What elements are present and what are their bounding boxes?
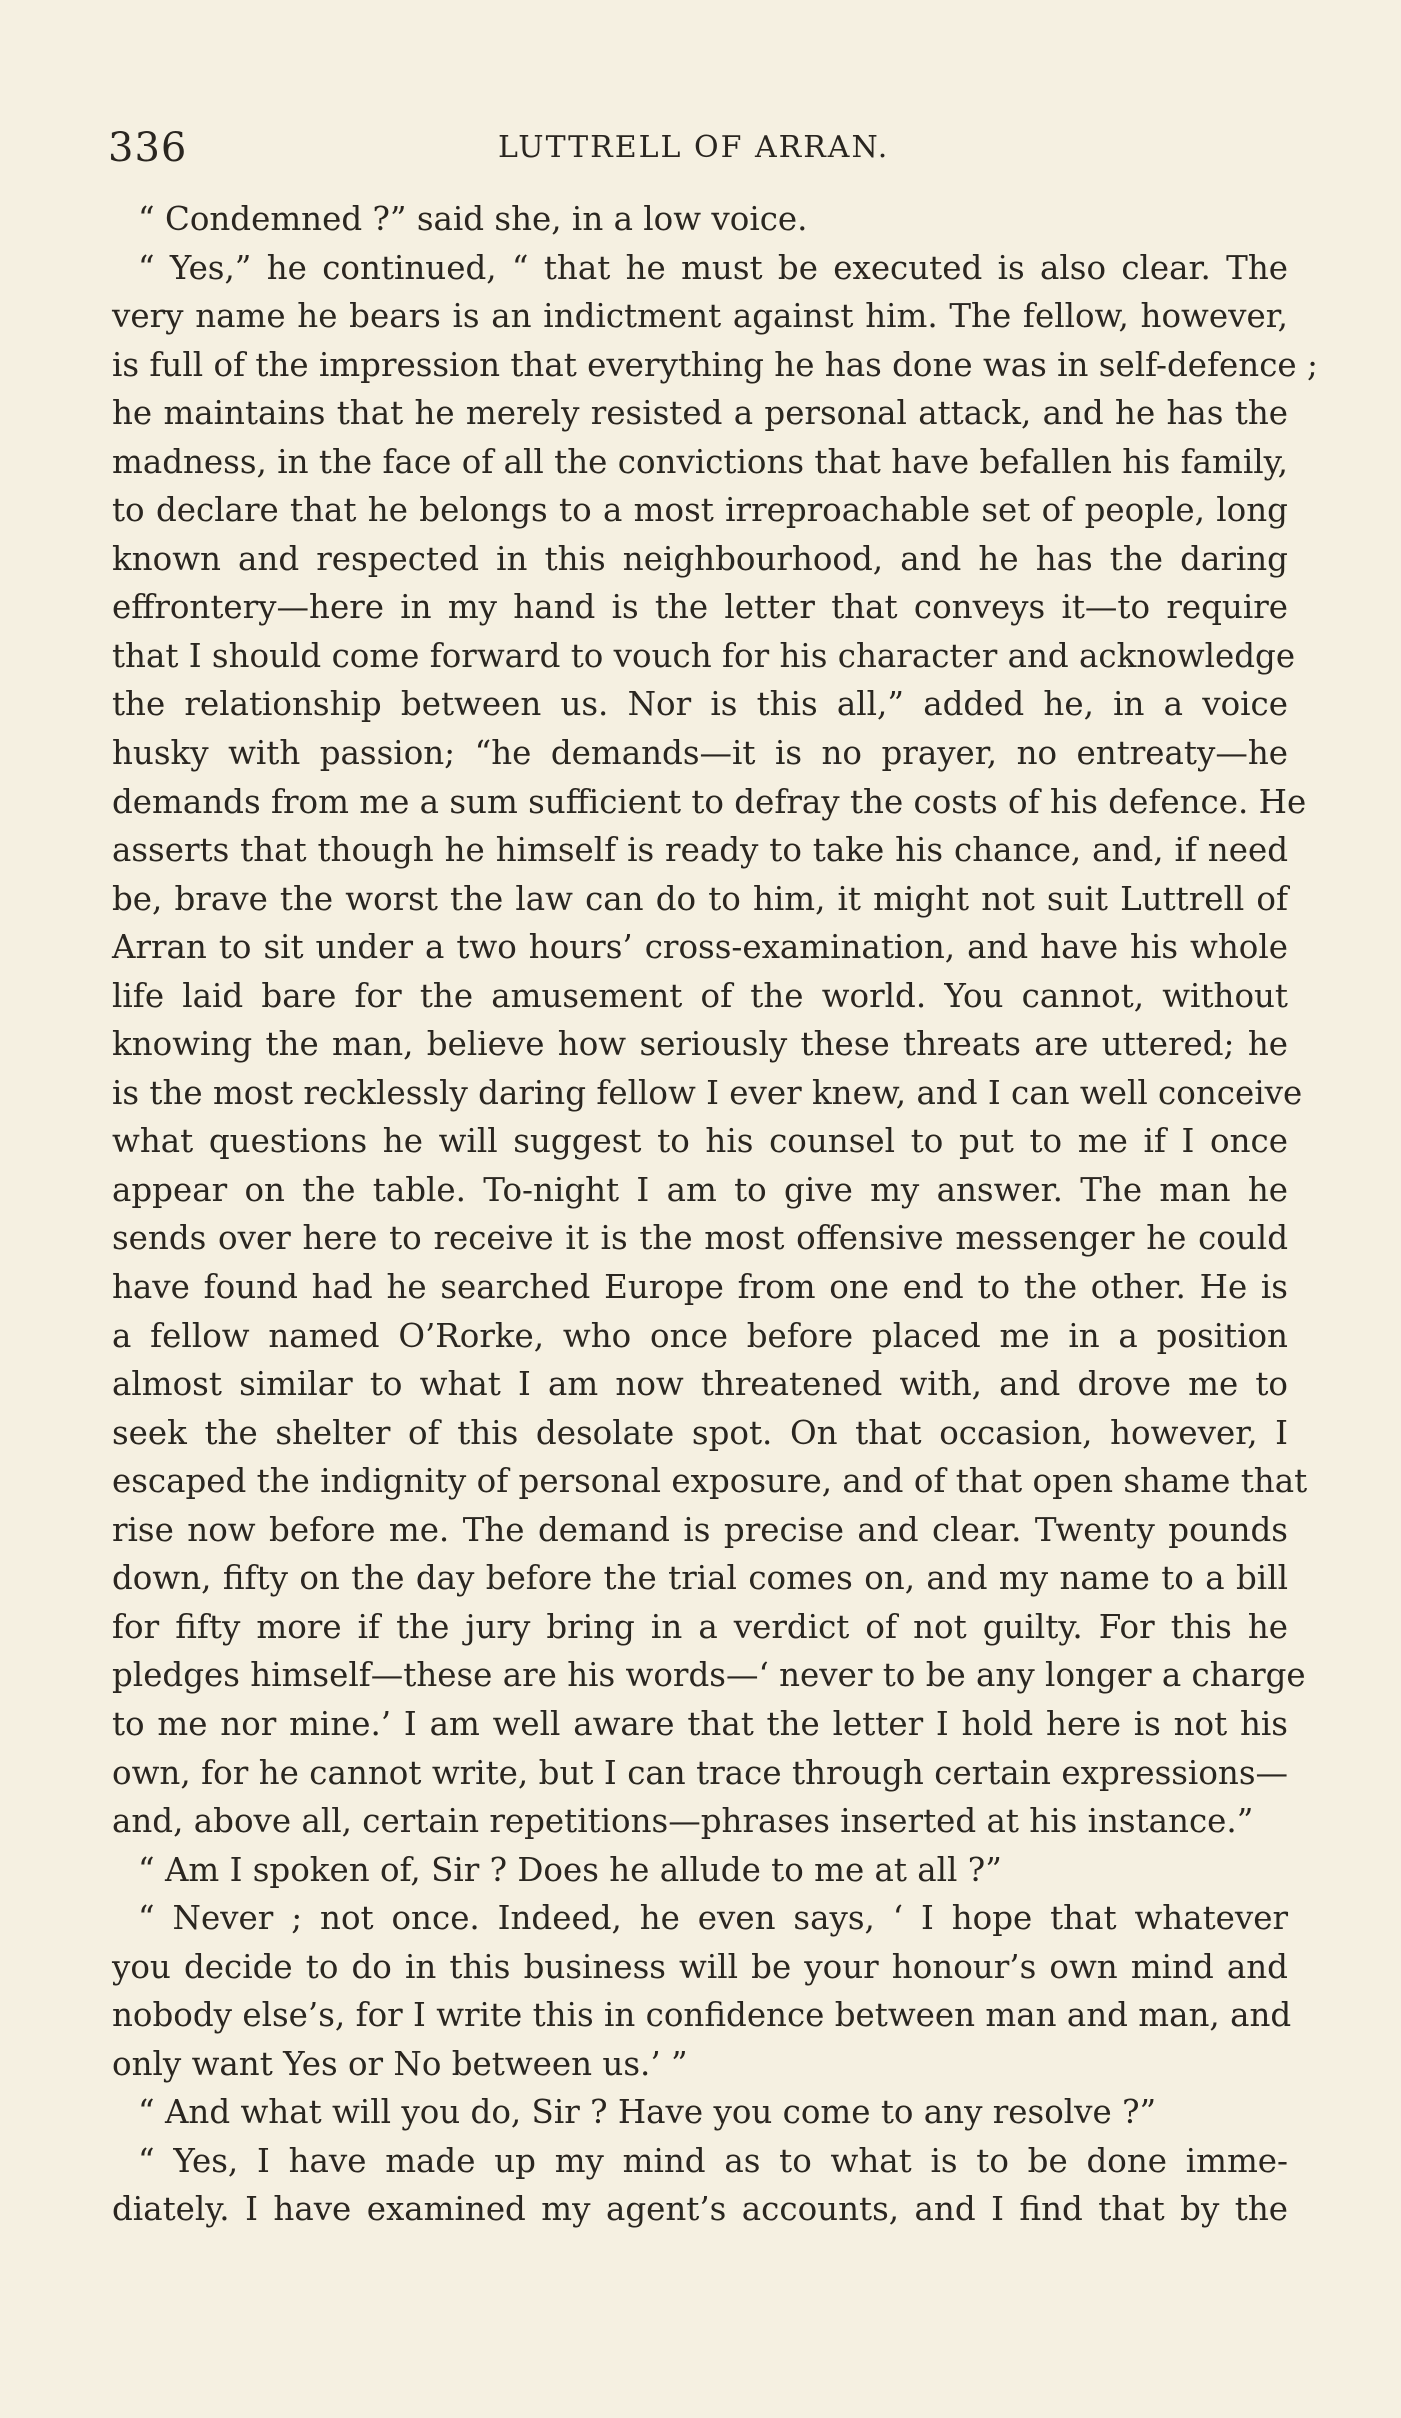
- text-line: is the most recklessly daring fellow I ever knew, and I can well conceive: [112, 1073, 1303, 1112]
- text-line: “ Am I spoken of, Sir ? Does he allude to me at all ?”: [138, 1850, 1002, 1889]
- text-line: pledges himself—these are his words—‘ never to be any longer a charge: [112, 1656, 1306, 1695]
- text-line: for fifty more if the jury bring in a verdict of not guilty. For this he: [112, 1607, 1288, 1646]
- text-line: to declare that he belongs to a most irreproachable set of people, long: [112, 491, 1288, 530]
- text-line: to me nor mine.’ I am well aware that the letter I hold here is not his: [112, 1704, 1288, 1743]
- text-line: seek the shelter of this desolate spot. On that occasion, however, I: [112, 1413, 1288, 1452]
- text-line: that I should come forward to vouch for his character and acknowledge: [112, 636, 1296, 675]
- page-header: [108, 118, 1278, 178]
- text-line: escaped the indignity of personal exposure, and of that open shame that: [112, 1462, 1308, 1501]
- text-line: is full of the impression that everything he has done was in self-defence ;: [112, 345, 1318, 384]
- text-line: he maintains that he merely resisted a personal attack, and he has the: [112, 394, 1288, 433]
- text-line: madness, in the face of all the convictions that have befallen his family,: [112, 442, 1288, 481]
- text-line: demands from me a sum sufficient to defray the costs of his defence. He: [112, 782, 1307, 821]
- text-line: “ And what will you do, Sir ? Have you come to any resolve ?”: [138, 2093, 1157, 2132]
- text-line: only want Yes or No between us.’ ”: [112, 2044, 688, 2083]
- text-line: “ Yes,” he continued, “ that he must be executed is also clear. The: [138, 248, 1288, 287]
- text-line: the relationship between us. Nor is this all,” added he, in a voice: [112, 685, 1288, 724]
- text-line: “ Yes, I have made up my mind as to what is to be done imme-: [138, 2141, 1288, 2180]
- text-line: appear on the table. To-night I am to give my answer. The man he: [112, 1170, 1288, 1209]
- page-number: 336: [108, 125, 188, 171]
- text-line: knowing the man, believe how seriously these threats are uttered; he: [112, 1025, 1288, 1064]
- running-head: LUTTRELL OF ARRAN.: [498, 130, 890, 165]
- text-line: “ Never ; not once. Indeed, he even says, ‘ I hope that whatever: [138, 1899, 1288, 1938]
- text-line: sends over here to receive it is the most offensive messenger he could: [112, 1219, 1288, 1258]
- text-line: a fellow named O’Rorke, who once before placed me in a position: [112, 1316, 1288, 1355]
- text-line: own, for he cannot write, but I can trace through certain expressions—: [112, 1753, 1288, 1792]
- text-line: Arran to sit under a two hours’ cross-examination, and have his whole: [112, 928, 1288, 967]
- text-line: diately. I have examined my agent’s accounts, and I find that by the: [112, 2190, 1288, 2229]
- text-line: very name he bears is an indictment against him. The fellow, however,: [112, 297, 1288, 336]
- text-line: what questions he will suggest to his counsel to put to me if I once: [112, 1122, 1288, 1161]
- body-text: [112, 195, 1318, 2234]
- text-line: have found had he searched Europe from one end to the other. He is: [112, 1268, 1288, 1307]
- text-line: rise now before me. The demand is precise and clear. Twenty pounds: [112, 1510, 1288, 1549]
- text-line: husky with passion; “he demands—it is no prayer, no entreaty—he: [112, 734, 1288, 773]
- text-line: almost similar to what I am now threatened with, and drove me to: [112, 1365, 1288, 1404]
- text-line: life laid bare for the amusement of the world. You cannot, without: [112, 976, 1288, 1015]
- text-line: and, above all, certain repetitions—phrases inserted at his instance.”: [112, 1802, 1254, 1841]
- text-line: “ Condemned ?” said she, in a low voice.: [138, 200, 808, 238]
- text-line: asserts that though he himself is ready to take his chance, and, if need: [112, 831, 1288, 870]
- text-line: nobody else’s, for I write this in confidence between man and man, and: [112, 1996, 1292, 2035]
- text-line: down, fifty on the day before the trial comes on, and my name to a bill: [112, 1559, 1288, 1598]
- text-line: you decide to do in this business will be your honour’s own mind and: [112, 1947, 1288, 1986]
- text-line: known and respected in this neighbourhood, and he has the daring: [112, 539, 1288, 578]
- text-line: effrontery—here in my hand is the letter that conveys it—to require: [112, 588, 1288, 627]
- text-line: be, brave the worst the law can do to him, it might not suit Luttrell of: [112, 879, 1288, 918]
